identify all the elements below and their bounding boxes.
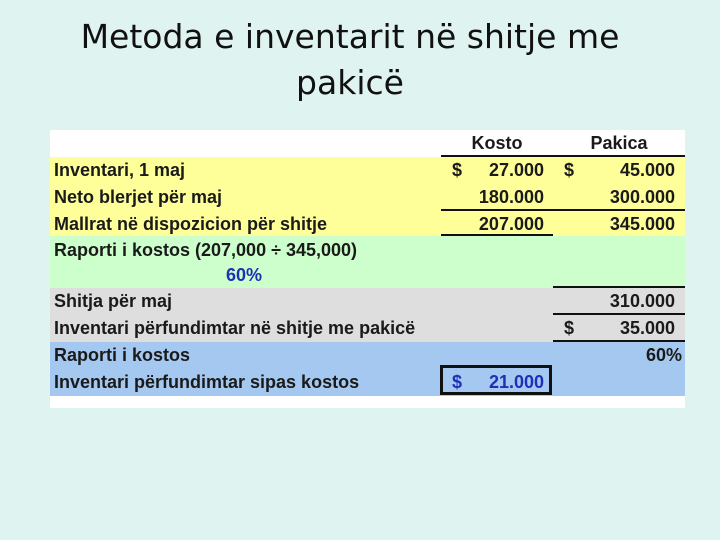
table-row-available	[50, 211, 685, 238]
row-label: Mallrat në dispozicion për shitje	[54, 214, 328, 234]
cost-value: 180.000	[478, 187, 544, 207]
sales-overline	[553, 286, 685, 288]
row-label: Neto blerjet për maj	[54, 187, 223, 207]
cost-value: 21.000	[488, 372, 544, 392]
retail-value: 35.000	[619, 318, 675, 338]
retail-value: 60%	[645, 345, 682, 365]
cost-value: 207.000	[478, 214, 544, 234]
currency-symbol: $	[564, 160, 575, 180]
slide-title-line-1: Metoda e inventarit në shitje me	[80, 17, 620, 56]
cost-value: 27.000	[488, 160, 544, 180]
row-label: Inventari, 1 maj	[54, 160, 186, 180]
row-label: Inventari përfundimtar sipas kostos	[54, 372, 360, 392]
retail-value: 310.000	[609, 291, 675, 311]
table-row-sales	[50, 288, 685, 315]
cost-ratio-value: 60%	[226, 265, 263, 285]
currency-symbol: $	[564, 318, 575, 338]
table-row-ending-retail	[50, 315, 685, 342]
table-header-row	[50, 130, 685, 157]
retail-value: 45.000	[619, 160, 675, 180]
retail-value: 345.000	[609, 214, 675, 234]
retail-inventory-table	[50, 130, 685, 408]
currency-symbol: $	[452, 160, 463, 180]
row-label: Raporti i kostos (207,000 ÷ 345,000)	[54, 240, 358, 260]
row-label: Shitja për maj	[54, 291, 173, 311]
slide-title	[0, 14, 700, 106]
retail-value: 300.000	[609, 187, 675, 207]
row-label: Inventari përfundimtar në shitje me pakicë	[54, 318, 416, 338]
column-header-retail: Pakica	[590, 133, 648, 153]
table-row-ending-cost	[50, 369, 685, 396]
column-header-cost: Kosto	[471, 133, 523, 153]
result-highlight-box	[440, 365, 552, 395]
currency-symbol: $	[452, 372, 463, 392]
row-label: Raporti i kostos	[54, 345, 191, 365]
table-row-purchases	[50, 184, 685, 211]
table-row-ratio	[50, 342, 685, 369]
table-row-ratio-calculation	[50, 236, 685, 288]
slide-title-line-2: pakicë	[296, 63, 404, 102]
table-row-opening	[50, 157, 685, 184]
